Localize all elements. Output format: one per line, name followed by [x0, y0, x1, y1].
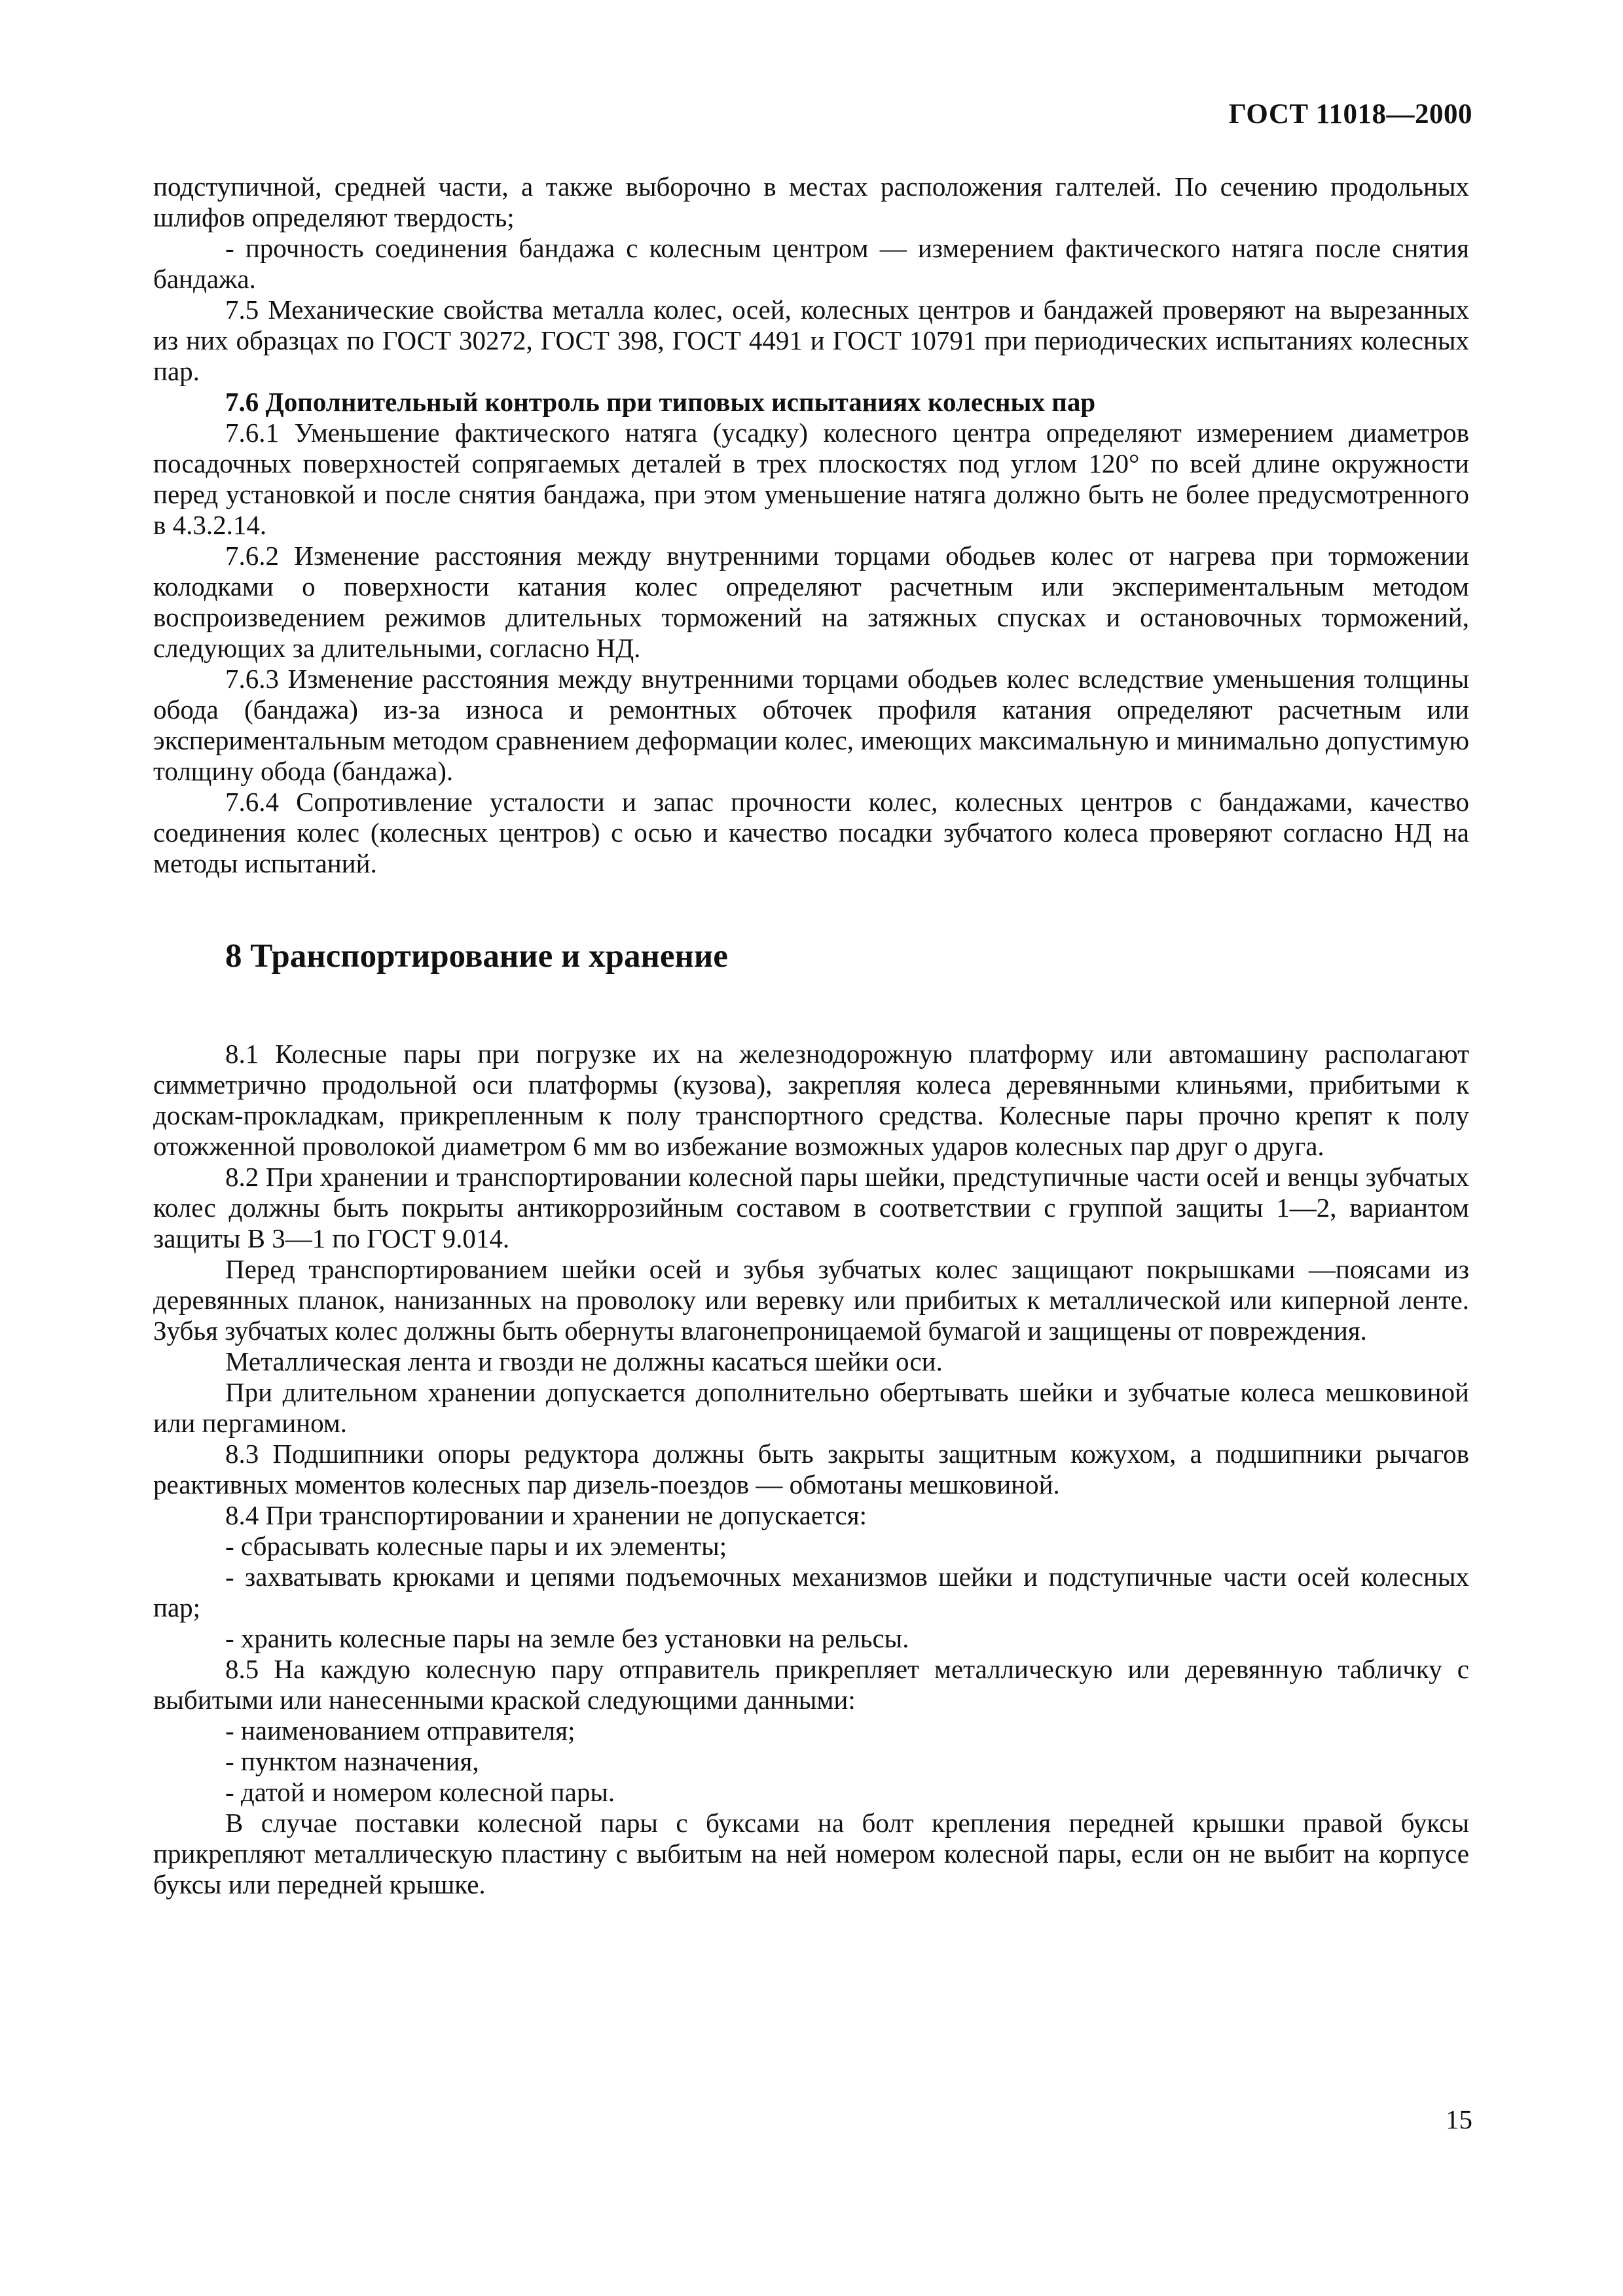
paragraph: Металлическая лента и гвозди не должны касаться шейки оси.: [225, 1346, 943, 1376]
section-8-body: [153, 1039, 1469, 1900]
paragraph: 7.6.1 Уменьшение фактического натяга (усадку) колесного центра определяют измерением диаметров посадочных поверхностей сопрягаемых деталей в трех плоскостях под углом 120° по всей длине окружности перед установкой и после снятия бандажа, при этом уменьшение натяга должно быть не более предусмотренного в 4.3.2.14.: [153, 418, 1469, 540]
paragraph: - датой и номером колесной пары.: [225, 1777, 615, 1807]
paragraph: подступичной, средней части, а также выборочно в местах расположения галтелей. По сечению продольных шлифов определяют твердость;: [153, 171, 1469, 232]
paragraph: 7.6.2 Изменение расстояния между внутренними торцами ободьев колес от нагрева при торможении колодками о поверхности катания колес определяют расчетным или экспериментальным методом воспроизведением режимов длительных торможений на затяжных спусках и остановочных торможений, следующих за длительными, согласно НД.: [153, 541, 1469, 663]
paragraph: - хранить колесные пары на земле без установки на рельсы.: [225, 1623, 909, 1653]
paragraph: 7.6.4 Сопротивление усталости и запас прочности колес, колесных центров с бандажами, качество соединения колес (колесных центров) с осью и качество посадки зубчатого колеса проверяют согласно НД на методы испытаний.: [153, 787, 1469, 878]
page-content: [153, 171, 1469, 1900]
paragraph: - пунктом назначения,: [225, 1746, 479, 1776]
paragraph: 7.6.3 Изменение расстояния между внутренними торцами ободьев колес вследствие уменьшения толщины обода (бандажа) из-за износа и ремонтных обточек профиля катания определяют расчетным или экспериментальным методом сравнением деформации колес, имеющих максимальную и минимально допустимую толщину обода (бандажа).: [153, 664, 1469, 786]
paragraph: 8.5 На каждую колесную пару отправитель прикрепляет металлическую или деревянную табличку с выбитыми или нанесенными краской следующими данными:: [153, 1654, 1469, 1715]
paragraph: Перед транспортированием шейки осей и зубья зубчатых колес защищают покрышками —поясами из деревянных планок, нанизанных на проволоку или веревку или прибитых к металлической или киперной ленте. Зубья зубчатых колес должны быть обернуты влагонепроницаемой бумагой и защищены от повреждения.: [153, 1254, 1469, 1346]
paragraph: 8.3 Подшипники опоры редуктора должны быть закрыты защитным кожухом, а подшипники рычагов реактивных моментов колесных пар дизель-поездов — обмотаны мешковиной.: [153, 1439, 1469, 1499]
section-8-heading: 8 Транспортирование и хранение: [225, 938, 728, 975]
paragraph: При длительном хранении допускается дополнительно обертывать шейки и зубчатые колеса мешковиной или пергамином.: [153, 1377, 1469, 1438]
paragraph: - захватывать крюками и цепями подъемочных механизмов шейки и подступичные части осей колесных пар;: [153, 1562, 1469, 1623]
paragraph: 8.2 При хранении и транспортировании колесной пары шейки, предступичные части осей и венцы зубчатых колес должны быть покрыты антикоррозийным составом в соответствии с группой защиты 1—2, вариантом защиты В 3—1 по ГОСТ 9.014.: [153, 1162, 1469, 1253]
paragraph: 8.4 При транспортировании и хранении не допускается:: [225, 1500, 867, 1530]
page-number: 15: [1446, 2104, 1472, 2134]
paragraph: - прочность соединения бандажа с колесным центром — измерением фактического натяга после снятия бандажа.: [153, 233, 1469, 294]
document-code-header: ГОСТ 11018—2000: [1228, 99, 1472, 130]
paragraph: В случае поставки колесной пары с буксами на болт крепления передней крышки правой буксы прикрепляют металлическую пластину с выбитым на ней номером колесной пары, если он не выбит на корпусе буксы или передней крышке.: [153, 1808, 1469, 1899]
paragraph: - сбрасывать колесные пары и их элементы;: [225, 1531, 727, 1561]
subsection-heading: 7.6 Дополнительный контроль при типовых испытаниях колесных пар: [225, 387, 1096, 417]
section-7-continuation: [153, 171, 1469, 879]
paragraph: 7.5 Механические свойства металла колес, осей, колесных центров и бандажей проверяют на вырезанных из них образцах по ГОСТ 30272, ГОСТ 398, ГОСТ 4491 и ГОСТ 10791 при периодических испытаниях колесных пар.: [153, 295, 1469, 386]
paragraph: - наименованием отправителя;: [225, 1715, 575, 1746]
paragraph: 8.1 Колесные пары при погрузке их на железнодорожную платформу или автомашину располагают симметрично продольной оси платформы (кузова), закрепляя колеса деревянными клиньями, прибитыми к доскам-прокладкам, прикрепленным к полу транспортного средства. Колесные пары прочно крепят к полу отожженной проволокой диаметром 6 мм во избежание возможных ударов колесных пар друг о друга.: [153, 1039, 1469, 1161]
